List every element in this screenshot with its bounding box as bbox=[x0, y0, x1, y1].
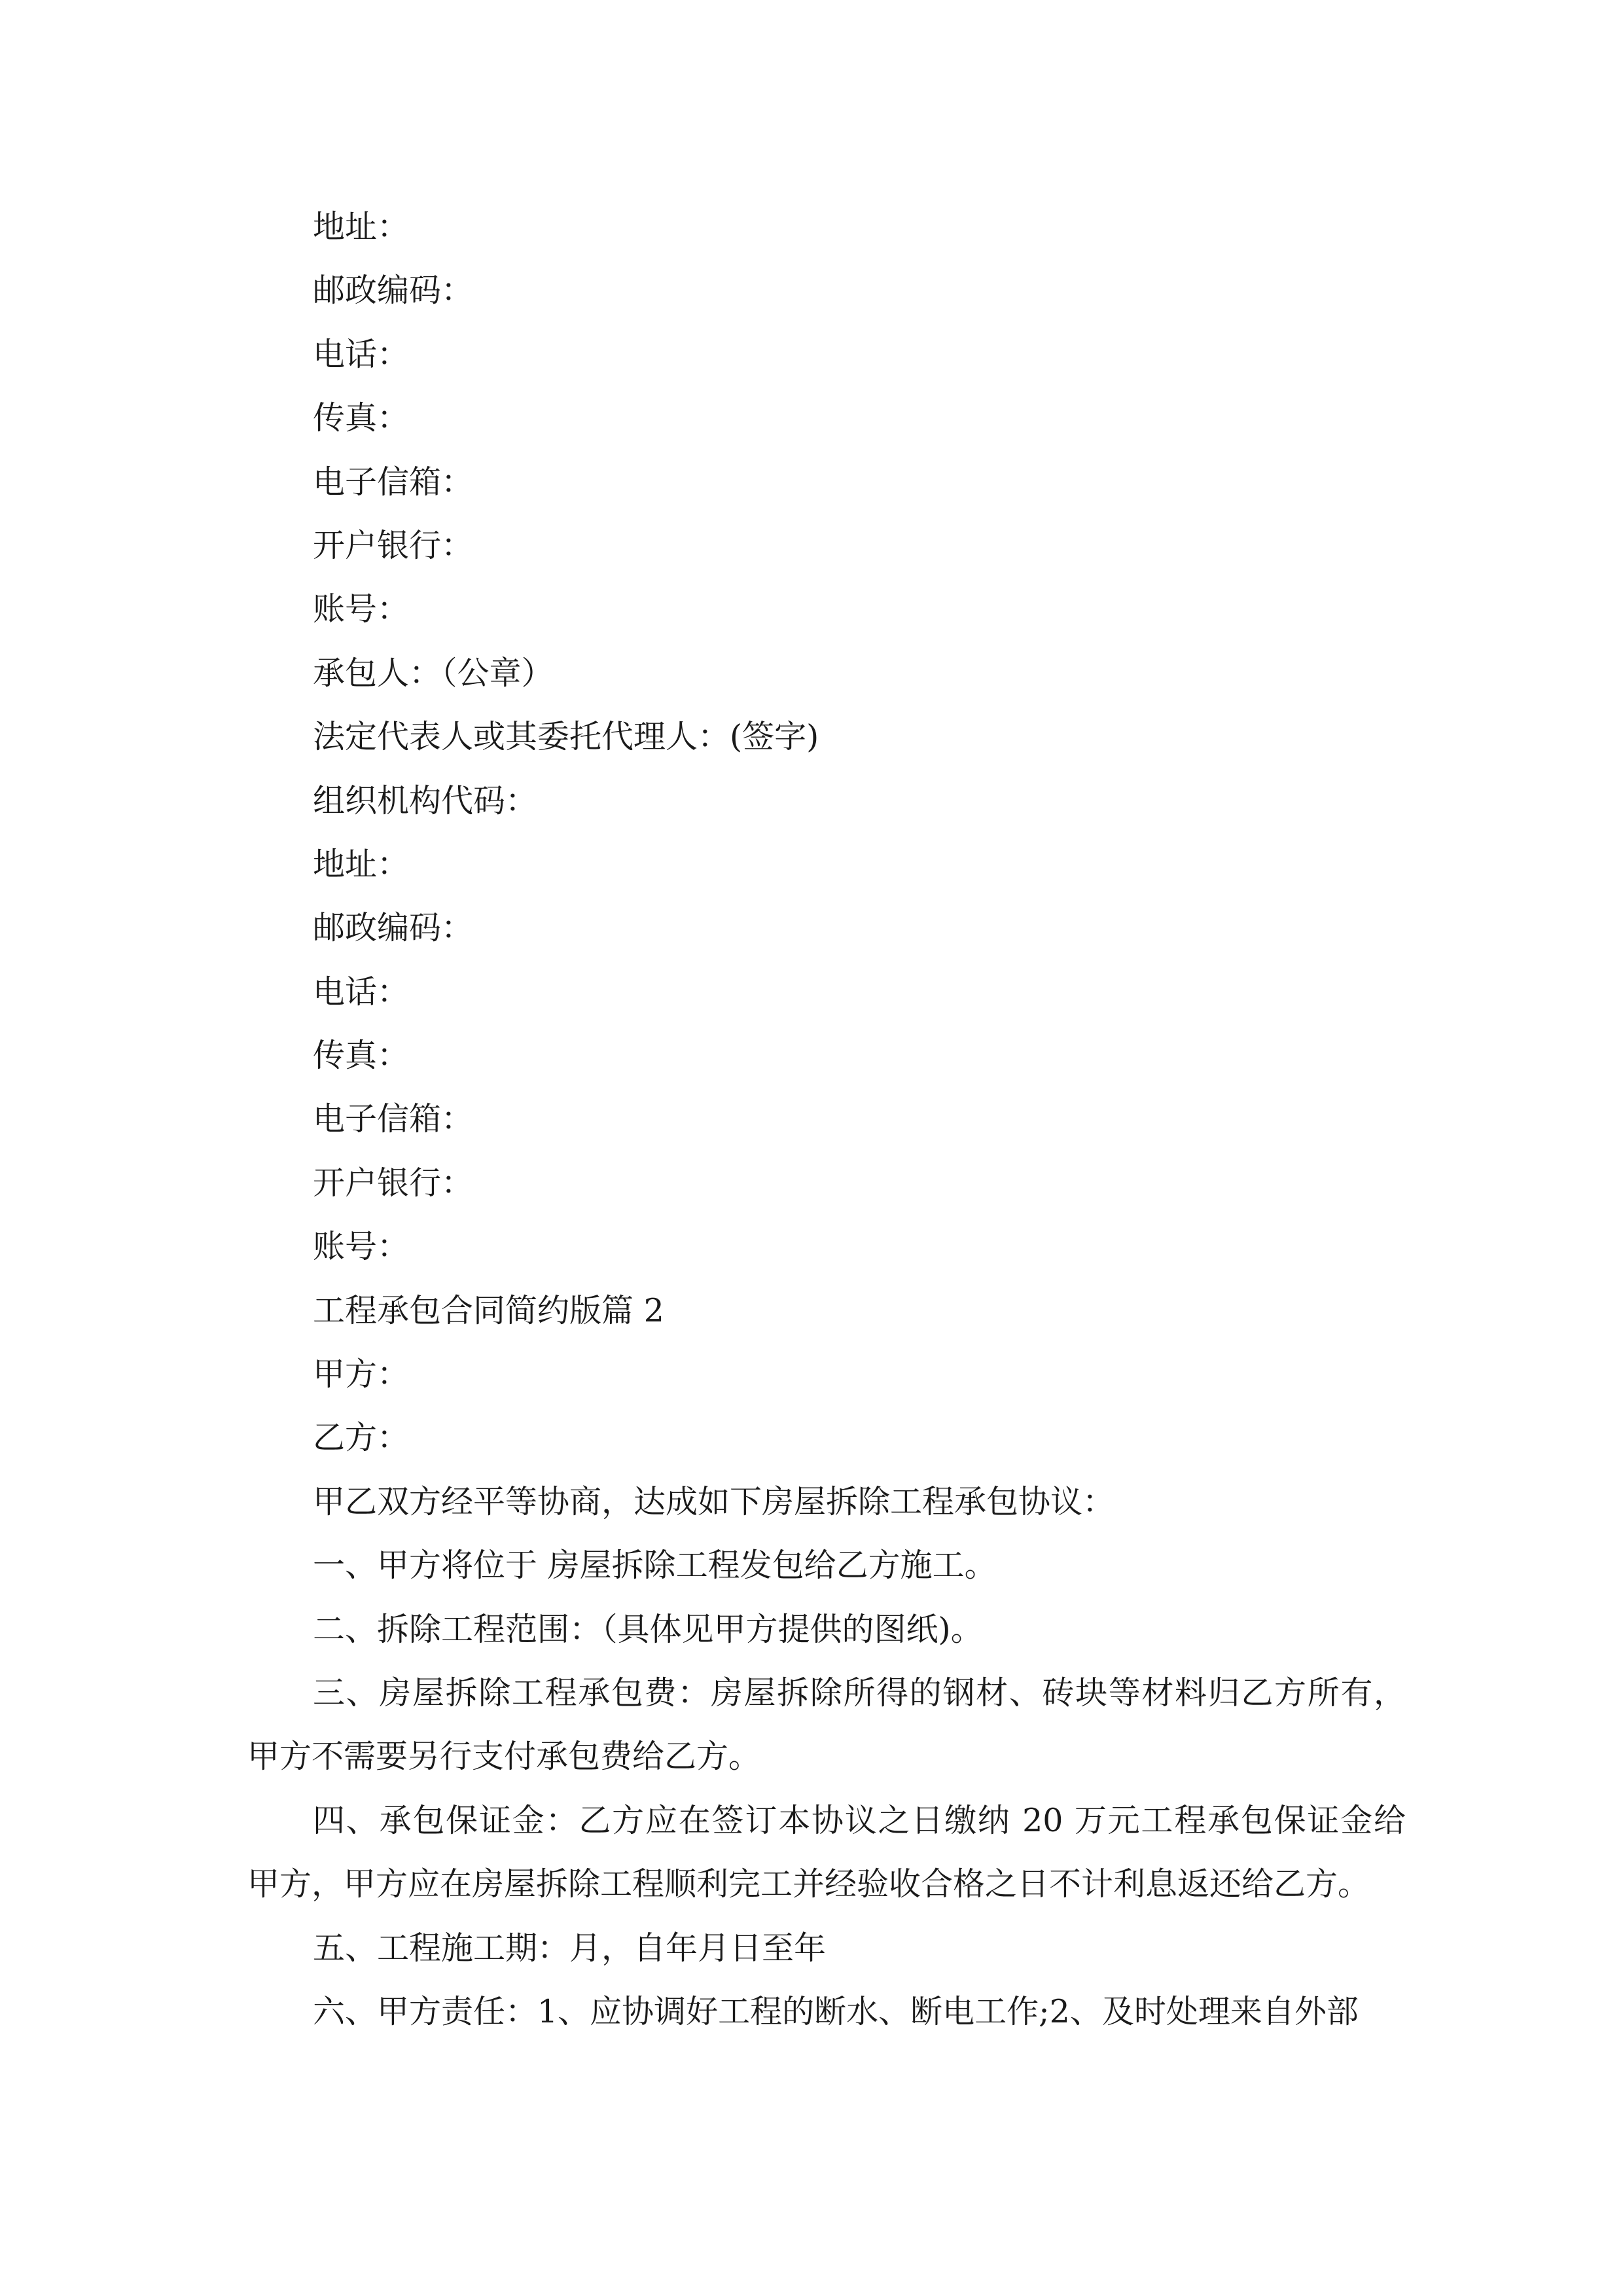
clause-3-line-2: 甲方不需要另行支付承包费给乙方。 bbox=[247, 1738, 761, 1776]
section-title: 工程承包合同简约版篇 2 bbox=[313, 1291, 664, 1329]
email-line: 电子信箱： bbox=[313, 1100, 474, 1138]
clause-3 bbox=[247, 1670, 1406, 1798]
email-line: 电子信箱： bbox=[313, 463, 474, 501]
legal-representative-line: 法定代表人或其委托代理人：(签字) bbox=[313, 718, 819, 756]
organization-code-line: 组织机构代码： bbox=[313, 781, 538, 819]
fax-line: 传真： bbox=[313, 1037, 410, 1075]
document-body bbox=[247, 204, 1406, 2053]
phone-line: 电话： bbox=[313, 973, 410, 1011]
phone-line: 电话： bbox=[313, 335, 410, 373]
clause-3-line-1: 三、房屋拆除工程承包费：房屋拆除所得的钢材、砖块等材料归乙方所有， bbox=[313, 1674, 1406, 1712]
agreement-intro: 甲乙双方经平等协商，达成如下房屋拆除工程承包协议： bbox=[313, 1482, 1115, 1520]
clause-1: 一、甲方将位于 房屋拆除工程发包给乙方施工。 bbox=[313, 1547, 997, 1585]
clause-5: 五、工程施工期：月，自年月日至年 bbox=[313, 1929, 827, 1967]
bank-line: 开户银行： bbox=[313, 526, 474, 564]
account-line: 账号： bbox=[313, 1228, 410, 1266]
address-line: 地址： bbox=[313, 208, 410, 245]
clause-6: 六、甲方责任：1、应协调好工程的断水、断电工作;2、及时处理来自外部 bbox=[313, 1992, 1359, 2030]
party-b-line: 乙方： bbox=[313, 1419, 410, 1457]
clause-4-line-1: 四、承包保证金：乙方应在签订本协议之日缴纳 20 万元工程承包保证金给 bbox=[313, 1801, 1406, 1839]
account-line: 账号： bbox=[313, 590, 410, 628]
contractor-line: 承包人：（公章） bbox=[313, 654, 554, 692]
party-a-line: 甲方： bbox=[313, 1355, 410, 1393]
postal-code-line: 邮政编码： bbox=[313, 272, 474, 310]
fax-line: 传真： bbox=[313, 399, 410, 437]
bank-line: 开户银行： bbox=[313, 1164, 474, 1202]
clause-4-line-2: 甲方，甲方应在房屋拆除工程顺利完工并经验收合格之日不计利息返还给乙方。 bbox=[247, 1865, 1370, 1903]
clause-4 bbox=[247, 1798, 1406, 1926]
clause-2: 二、拆除工程范围：（具体见甲方提供的图纸)。 bbox=[313, 1610, 983, 1648]
address-line: 地址： bbox=[313, 845, 410, 883]
postal-code-line: 邮政编码： bbox=[313, 909, 474, 947]
